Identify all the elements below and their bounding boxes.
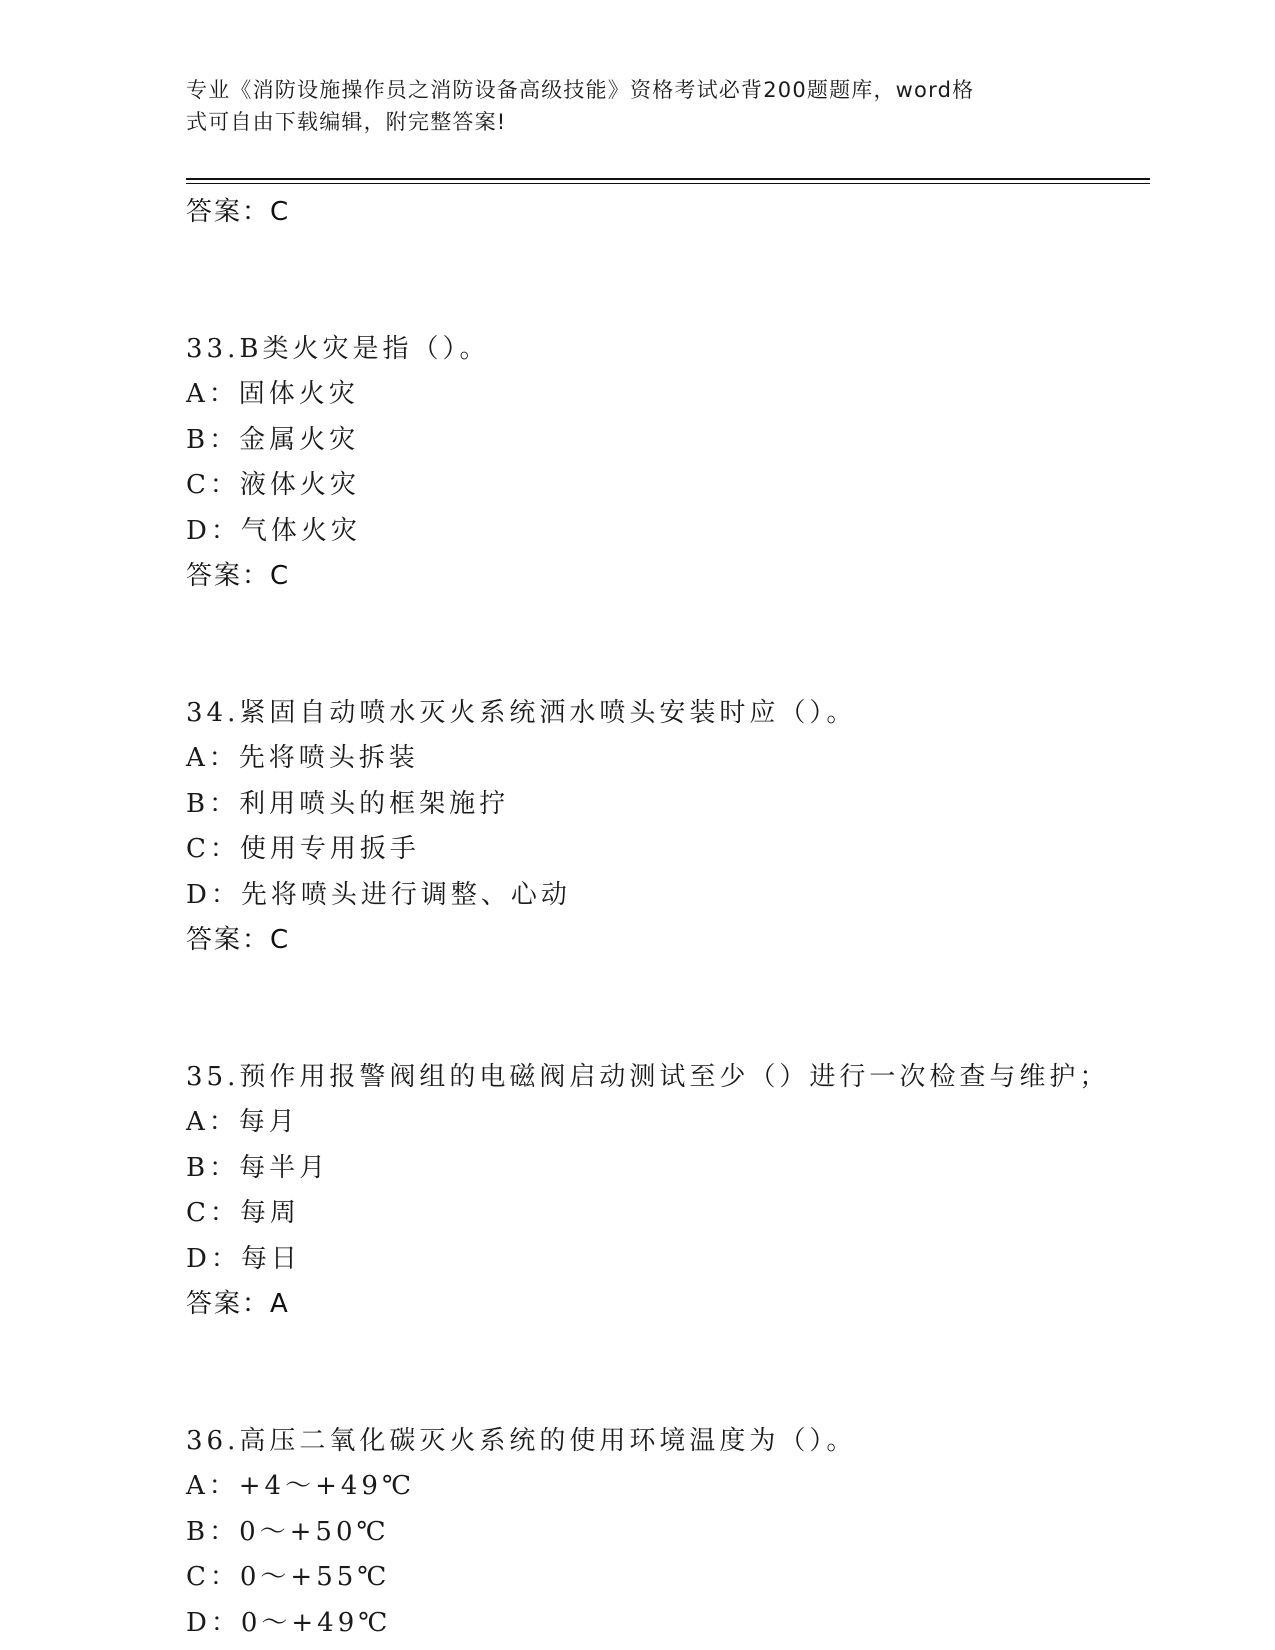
answer-value: C [270, 197, 290, 227]
question-33 [186, 327, 1150, 600]
option-b: B：0～+50℃ [186, 1516, 390, 1547]
question-stem: 34.紧固自动喷水灭火系统洒水喷头安装时应（）。 [186, 697, 857, 728]
option-d: D：每日 [186, 1243, 301, 1274]
header-rule-thin [186, 183, 1150, 184]
answer-label: 答案： [186, 197, 271, 227]
option-d: D：0～+49℃ [186, 1607, 392, 1638]
option-c: C：使用专用扳手 [186, 834, 420, 864]
question-stem: 33.B类火灾是指（）。 [186, 333, 490, 364]
option-c: C：0～+55℃ [186, 1562, 391, 1592]
header-line-2: 式可自由下载编辑，附完整答案! [186, 110, 507, 134]
option-d: D：气体火灾 [186, 515, 361, 546]
question-stem: 36.高压二氧化碳灭火系统的使用环境温度为（）。 [186, 1425, 857, 1456]
question-list [186, 190, 1150, 1646]
question-34 [186, 691, 1150, 964]
header-rule-thick [186, 178, 1150, 180]
question-stem: 35.预作用报警阀组的电磁阀启动测试至少（）进行一次检查与维护； [186, 1061, 1110, 1092]
header-line-1: 专业《消防设施操作员之消防设备高级技能》资格考试必背200题题库，word格 [186, 78, 975, 102]
option-a: A：每月 [186, 1107, 299, 1137]
answer-line [186, 554, 1150, 600]
option-d: D：先将喷头进行调整、心动 [186, 879, 571, 910]
answer-label: 答案： [186, 1289, 271, 1319]
question-36 [186, 1419, 1150, 1647]
option-b: B：每半月 [186, 1152, 330, 1183]
option-a: A：固体火灾 [186, 379, 359, 409]
answer-line [186, 918, 1150, 964]
answer-value: A [270, 1289, 289, 1319]
answer-label: 答案： [186, 925, 271, 955]
question-35 [186, 1055, 1150, 1328]
option-b: B：利用喷头的框架施拧 [186, 788, 510, 819]
option-a: A：+4～+49℃ [186, 1471, 416, 1501]
option-c: C：每周 [186, 1198, 300, 1228]
document-header [186, 74, 1066, 138]
answer-value: C [270, 925, 290, 955]
answer-label: 答案： [186, 561, 271, 591]
option-b: B：金属火灾 [186, 424, 360, 455]
answer-line [186, 1282, 1150, 1328]
answer-line-32 [186, 190, 1150, 236]
option-c: C：液体火灾 [186, 470, 360, 500]
answer-value: C [270, 561, 290, 591]
option-a: A：先将喷头拆装 [186, 743, 419, 773]
